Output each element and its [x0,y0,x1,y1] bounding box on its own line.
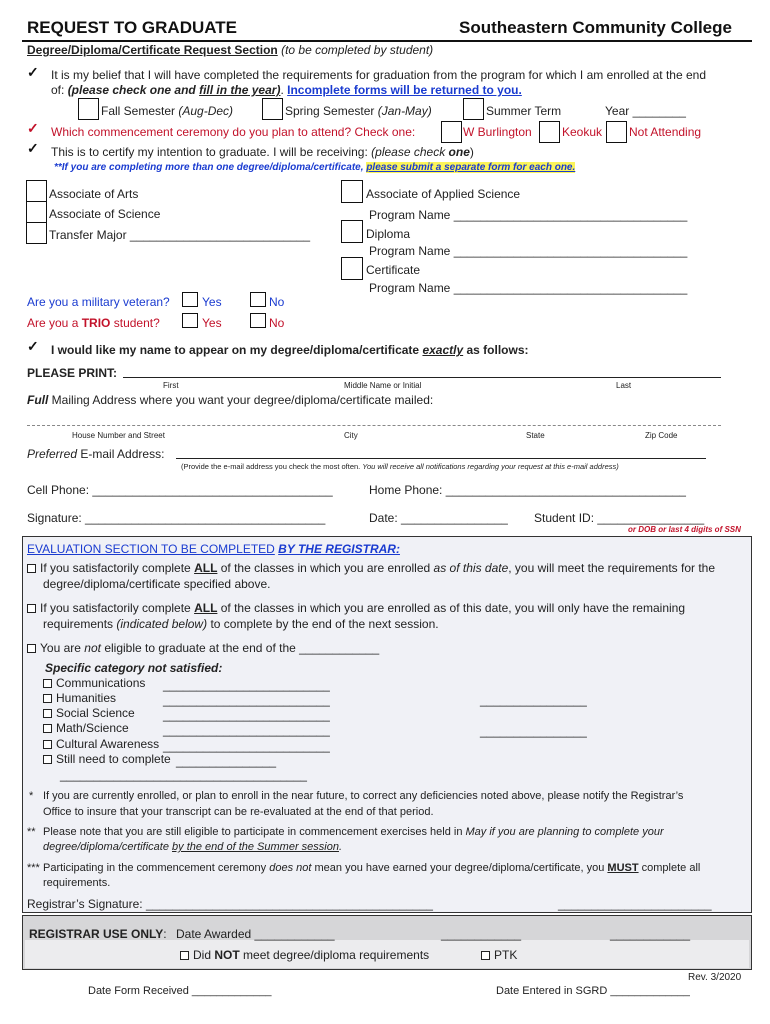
keokuk-checkbox[interactable] [539,121,560,143]
certify-text: This is to certify my intention to graduate. I will be receiving: (please check one) [51,145,474,159]
date-form-received[interactable]: Date Form Received _____________ [88,985,272,997]
email-note: (Provide the e-mail address you check the most often. You will receive all notifications regarding your request at this e-mail address) [181,462,619,471]
eval-item-1: If you satisfactorily complete ALL of the classes in which you are enrolled as of this date, you will meet the requirements for the [27,561,715,575]
transfer-major-field[interactable]: Transfer Major ___________________________ [49,228,311,242]
form-title: REQUEST TO GRADUATE [27,18,237,37]
note-1-mark: * [29,790,34,802]
revision-label: Rev. 3/2020 [688,972,742,983]
category-item: Social Science [43,706,135,720]
email-line[interactable] [176,458,706,459]
not-attending-label: Not Attending [629,125,702,139]
right-line-2[interactable]: ________________ [480,724,587,738]
state-caption: State [526,431,545,440]
associate-arts-label: Associate of Arts [49,187,139,201]
certificate-checkbox[interactable] [341,257,363,280]
cell-phone-field[interactable]: Cell Phone: ____________________________________ [27,483,333,497]
note-2-mark: ** [27,826,36,838]
evaluation-heading: EVALUATION SECTION TO BE COMPLETED BY THE REGISTRAR: [27,542,400,556]
trio-yes-checkbox[interactable] [182,313,198,328]
trio-no-label: No [269,316,285,330]
registrar-blank-1[interactable]: ____________ [441,927,522,941]
note-2-line2: degree/diploma/certificate by the end of the Summer session. [43,841,343,853]
category-line[interactable]: _________________________ [163,693,330,707]
first-name-caption: First [163,381,179,390]
checkmark-icon: ✓ [27,64,39,80]
associate-science-checkbox[interactable] [26,201,47,223]
address-line[interactable] [27,425,721,426]
summer-checkbox[interactable] [463,98,484,120]
spring-label: Spring Semester (Jan-May) [285,104,432,118]
last-name-caption: Last [616,381,632,390]
mailing-address-label: Full Mailing Address where you want your degree/diploma/certificate mailed: [27,393,434,407]
eval-item-1-checkbox[interactable] [27,564,36,573]
note-1-line1: If you are currently enrolled, or plan to enroll in the near future, to correct any deficiencies noted above, please notify the Registrar’s [43,790,684,802]
zip-caption: Zip Code [645,431,678,440]
eval-item-1-line2: degree/diploma/certificate specified above. [43,577,271,591]
category-line[interactable]: _________________________ [163,708,330,722]
category-checkbox[interactable] [43,709,52,718]
student-id-note: or DOB or last 4 digits of SSN [628,525,741,534]
summer-label: Summer Term [486,104,562,118]
middle-name-caption: Middle Name or Initial [344,381,422,390]
did-not-meet-item: Did NOT meet degree/diploma requirements [180,948,429,962]
ceremony-question: Which commencement ceremony do you plan to attend? Check one: [51,125,416,139]
college-name: Southeastern Community College [459,18,732,37]
extra-line[interactable]: _____________________________________ [60,768,307,782]
email-label: Preferred E-mail Address: [27,447,165,461]
category-checkbox[interactable] [43,755,52,764]
date-entered-sgrd[interactable]: Date Entered in SGRD _____________ [496,985,690,997]
category-item: Humanities [43,691,116,705]
category-checkbox[interactable] [43,724,52,733]
belief-line-1: It is my belief that I will have completed the requirements for graduation from the program for which I am enrolled at the end [51,68,706,82]
category-line[interactable]: _________________________ [163,723,330,737]
associate-science-label: Associate of Science [49,207,161,221]
diploma-program-name[interactable]: Program Name ___________________________________ [369,244,688,258]
name-line[interactable] [123,377,721,378]
category-line[interactable]: _________________________ [163,678,330,692]
ptk-item: PTK [481,948,517,962]
category-checkbox[interactable] [43,740,52,749]
belief-line-2: of: (please check one and fill in the year). Incomplete forms will be returned to you. [51,83,522,97]
diploma-label: Diploma [366,227,411,241]
right-line-1[interactable]: ________________ [480,693,587,707]
eval-item-2-checkbox[interactable] [27,604,36,613]
multiple-forms-note: **If you are completing more than one degree/diploma/certificate, please submit a separate form for each one. [54,162,576,173]
name-instruction: I would like my name to appear on my degree/diploma/certificate exactly as follows: [51,343,529,357]
home-phone-field[interactable]: Home Phone: ____________________________________ [369,483,686,497]
date-field[interactable]: Date: ________________ [369,511,508,525]
veteran-no-checkbox[interactable] [250,292,266,307]
student-id-field[interactable]: Student ID: ________________ [534,511,705,525]
aas-program-name[interactable]: Program Name ___________________________________ [369,208,688,222]
trio-yes-label: Yes [202,316,222,330]
registrar-use-label: REGISTRAR USE ONLY: [29,927,167,941]
date-awarded-field[interactable]: Date Awarded ____________ [176,927,335,941]
category-item: Communications [43,676,145,690]
signature-field[interactable]: Signature: ____________________________________ [27,511,326,525]
keokuk-label: Keokuk [562,125,603,139]
year-field[interactable]: Year ________ [605,104,686,118]
aas-label: Associate of Applied Science [366,187,521,201]
w-burlington-label: W Burlington [463,125,532,139]
not-attending-checkbox[interactable] [606,121,627,143]
veteran-no-label: No [269,295,285,309]
certificate-program-name[interactable]: Program Name ___________________________________ [369,281,688,295]
transfer-major-checkbox[interactable] [26,222,47,244]
registrar-signature-date[interactable]: _______________________ [558,897,712,911]
category-checkbox[interactable] [43,694,52,703]
registrar-signature-field[interactable]: Registrar’s Signature: ___________________________________________ [27,897,433,911]
checkmark-icon: ✓ [27,140,39,156]
note-3-line1: Participating in the commencement ceremony does not mean you have earned your degree/diploma/certificate, you MUST complete all [43,862,701,874]
category-item: Still need to complete [43,752,171,766]
ptk-checkbox[interactable] [481,951,490,960]
please-print-label: PLEASE PRINT: [27,366,118,380]
diploma-checkbox[interactable] [341,220,363,243]
note-3-mark: *** [27,862,40,874]
w-burlington-checkbox[interactable] [441,121,462,143]
category-item: Cultural Awareness [43,737,159,751]
veteran-yes-checkbox[interactable] [182,292,198,307]
associate-arts-checkbox[interactable] [26,180,47,202]
trio-no-checkbox[interactable] [250,313,266,328]
header-rule [22,40,752,42]
eval-item-3-checkbox[interactable] [27,644,36,653]
fall-checkbox[interactable] [78,98,99,120]
note-1-line2: Office to insure that your transcript can be re-evaluated at the end of that period. [43,806,434,818]
eval-item-3: You are not eligible to graduate at the end of the ____________ [27,641,379,655]
eval-item-2-line2: requirements (indicated below) to complete by the end of the next session. [43,617,439,631]
certificate-label: Certificate [366,263,421,277]
note-2-line1: Please note that you are still eligible to participate in commencement exercises held in May if you are planning to complete your [43,826,664,838]
registrar-blank-2[interactable]: ____________ [610,927,691,941]
category-line[interactable]: _______________ [176,754,277,768]
spring-checkbox[interactable] [262,98,283,120]
specific-category-heading: Specific category not satisfied: [45,661,223,675]
checkmark-icon: ✓ [27,120,39,136]
category-checkbox[interactable] [43,679,52,688]
category-item: Math/Science [43,721,129,735]
checkmark-icon: ✓ [27,338,39,354]
evaluation-section [22,536,752,913]
fall-label: Fall Semester (Aug-Dec) [101,104,234,118]
eval-item-2: If you satisfactorily complete ALL of the classes in which you are enrolled as of this date, you will only have the remaining [27,601,685,615]
did-not-meet-checkbox[interactable] [180,951,189,960]
section-header: Degree/Diploma/Certificate Request Section (to be completed by student) [27,43,434,57]
trio-question: Are you a TRIO student? [27,316,160,330]
veteran-yes-label: Yes [202,295,222,309]
category-line[interactable]: _________________________ [163,739,330,753]
aas-checkbox[interactable] [341,180,363,203]
house-caption: House Number and Street [72,431,165,440]
city-caption: City [344,431,358,440]
note-3-line2: requirements. [43,877,111,889]
veteran-question: Are you a military veteran? [27,295,170,309]
